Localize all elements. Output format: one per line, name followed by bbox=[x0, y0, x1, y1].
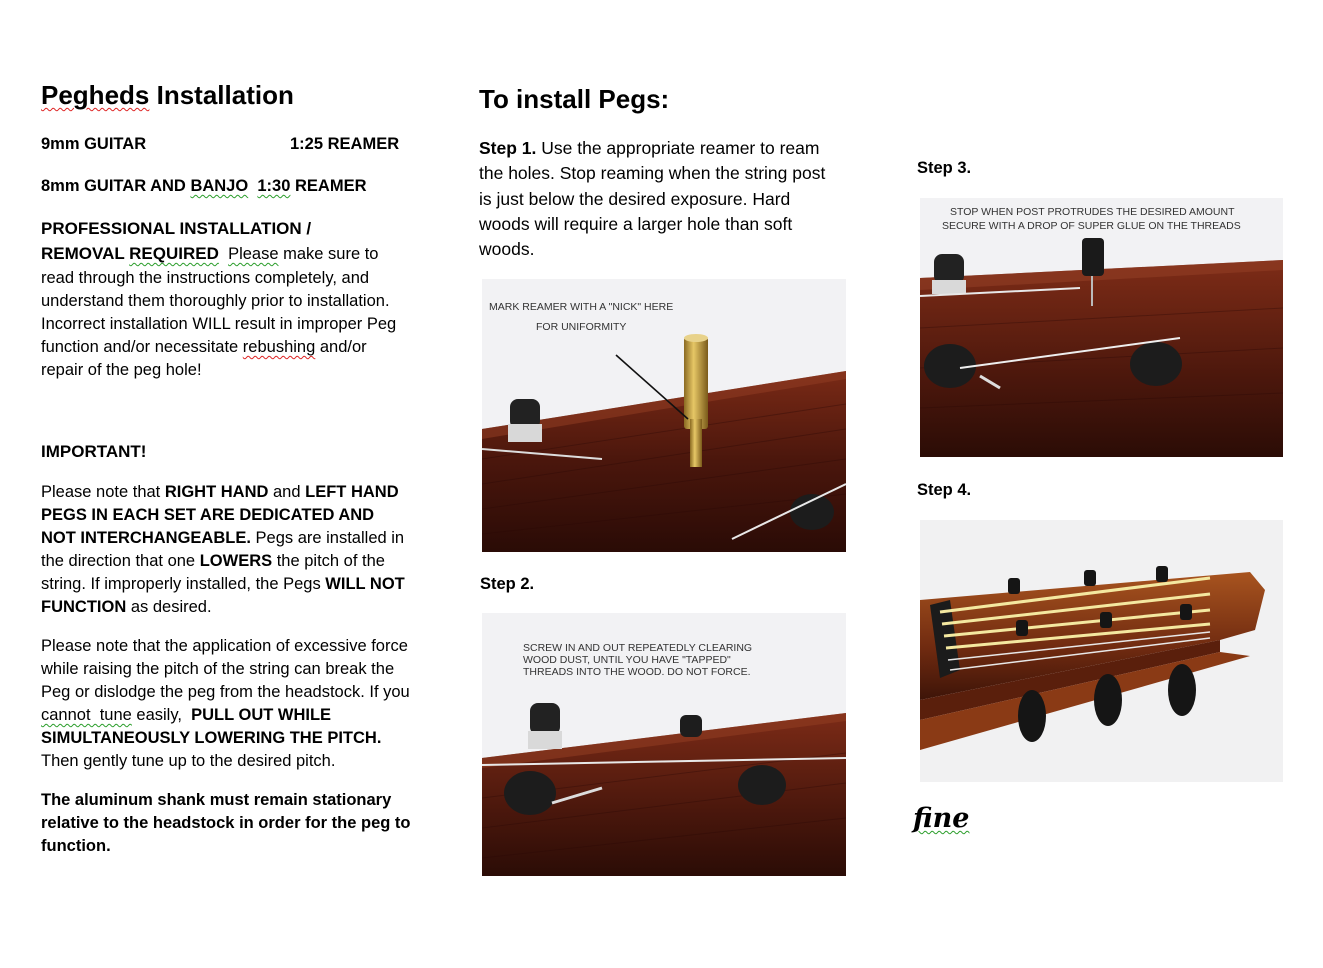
pro-text-5a: function and/or necessitate bbox=[41, 338, 243, 356]
removal-word: REMOVAL bbox=[41, 244, 130, 263]
install-heading: To install Pegs: bbox=[479, 84, 670, 114]
title-word-installation: Installation bbox=[149, 80, 294, 110]
reamer-row-9mm bbox=[41, 133, 421, 155]
p1-line4-a: the direction that one bbox=[41, 552, 200, 570]
p3-line3: function. bbox=[41, 837, 111, 855]
size-8mm-label: 8mm GUITAR AND bbox=[41, 177, 191, 195]
pull-out-text: PULL OUT WHILE bbox=[191, 706, 332, 724]
banjo-word: BANJO bbox=[190, 177, 249, 195]
pro-text-2: read through the instructions completely, and bbox=[41, 269, 370, 287]
step3-caption-2: SECURE WITH A DROP OF SUPER GLUE ON THE THREADS bbox=[942, 220, 1241, 232]
step4-label: Step 4. bbox=[917, 481, 972, 499]
p1-line3-rest: Pegs are installed in bbox=[250, 529, 405, 547]
p3-line2: relative to the headstock in order for the peg to bbox=[41, 814, 411, 832]
not-interchangeable-text: NOT INTERCHANGEABLE. bbox=[41, 529, 251, 547]
step1-text-3: is just below the desired exposure. Hard bbox=[479, 188, 791, 209]
p2-line4-rest: easily, bbox=[131, 706, 192, 724]
p2-line3: Peg or dislodge the peg from the headstock. If you bbox=[41, 683, 410, 701]
reamer-125-label: 1:25 REAMER bbox=[290, 135, 400, 153]
reamer-130-label: 1:30 bbox=[257, 177, 291, 195]
rebushing-word: rebushing bbox=[242, 338, 316, 356]
p2-line5: SIMULTANEOUSLY LOWERING THE PITCH. bbox=[41, 729, 382, 747]
step2-caption-2: WOOD DUST, UNTIL YOU HAVE "TAPPED" bbox=[523, 654, 731, 666]
p1-line5-a: string. If improperly installed, the Pegs bbox=[41, 575, 326, 593]
title-word-pegheds: Pegheds bbox=[41, 80, 150, 110]
p2-line2: while raising the pitch of the string can break the bbox=[41, 660, 395, 678]
pro-text-6: repair of the peg hole! bbox=[41, 361, 202, 379]
reamer-word: REAMER bbox=[290, 177, 367, 195]
pro-heading-line1: PROFESSIONAL INSTALLATION / bbox=[41, 219, 312, 238]
fine-text: fine bbox=[913, 803, 970, 834]
step1-label: Step 1. bbox=[479, 138, 537, 158]
p1-a: Please note that bbox=[41, 483, 165, 501]
please-word: Please bbox=[228, 245, 279, 263]
pro-text-5b: and/or bbox=[315, 338, 367, 356]
page-title bbox=[41, 79, 294, 111]
pro-heading-line2 bbox=[41, 241, 441, 267]
step3-photo bbox=[920, 198, 1283, 457]
pro-text-4: Incorrect installation WILL result in improper Peg bbox=[41, 315, 397, 333]
step1-caption-2: FOR UNIFORMITY bbox=[536, 321, 627, 333]
step1-text-4: woods will require a larger hole than soft bbox=[479, 213, 793, 234]
step3-label: Step 3. bbox=[917, 159, 972, 177]
step1-text-2: the holes. Stop reaming when the string post bbox=[479, 163, 826, 184]
will-not-text: WILL NOT bbox=[325, 575, 405, 593]
step1-paragraph bbox=[479, 136, 879, 262]
step1-caption-1: MARK REAMER WITH A "NICK" HERE bbox=[489, 301, 674, 313]
step2-caption-3: THREADS INTO THE WOOD. DO NOT FORCE. bbox=[523, 666, 751, 678]
step1-text-5: woods. bbox=[479, 239, 535, 260]
step1-photo bbox=[482, 279, 846, 552]
pro-text-3: understand them thoroughly prior to installation. bbox=[41, 292, 390, 310]
step4-photo bbox=[920, 520, 1283, 782]
p1-c: and bbox=[268, 483, 306, 501]
pro-text-1: make sure to bbox=[278, 245, 379, 263]
p3-line1: The aluminum shank must remain stationary bbox=[41, 791, 392, 809]
function-text: FUNCTION bbox=[41, 598, 127, 616]
handedness-paragraph bbox=[41, 481, 441, 619]
lowers-text: LOWERS bbox=[199, 552, 273, 570]
reamer-row-8mm bbox=[41, 175, 367, 197]
p2-line1: Please note that the application of excessive force bbox=[41, 637, 408, 655]
p2-line6: Then gently tune up to the desired pitch. bbox=[41, 752, 336, 770]
step2-label: Step 2. bbox=[480, 575, 535, 593]
pro-text-5 bbox=[41, 336, 441, 359]
step2-caption-1: SCREW IN AND OUT REPEATEDLY CLEARING bbox=[523, 642, 753, 654]
right-hand-text: RIGHT HAND bbox=[164, 483, 269, 501]
important-heading: IMPORTANT! bbox=[41, 442, 147, 461]
p1-line6-rest: as desired. bbox=[126, 598, 212, 616]
p1-line2: PEGS IN EACH SET ARE DEDICATED AND bbox=[41, 506, 375, 524]
step1-text-1: Use the appropriate reamer to ream bbox=[536, 138, 820, 158]
p1-line4-c: the pitch of the bbox=[272, 552, 385, 570]
step2-photo bbox=[482, 613, 846, 876]
aluminum-shank-paragraph bbox=[41, 789, 441, 858]
required-word: REQUIRED bbox=[129, 244, 219, 263]
fine-signature bbox=[913, 802, 969, 836]
cannot-tune-text: cannot tune bbox=[41, 706, 132, 724]
left-hand-text: LEFT HAND bbox=[305, 483, 399, 501]
size-9mm-label: 9mm GUITAR bbox=[41, 135, 147, 153]
excessive-force-paragraph bbox=[41, 635, 441, 773]
step3-caption-1: STOP WHEN POST PROTRUDES THE DESIRED AMOUNT bbox=[950, 206, 1235, 218]
professional-installation-block bbox=[41, 216, 441, 382]
